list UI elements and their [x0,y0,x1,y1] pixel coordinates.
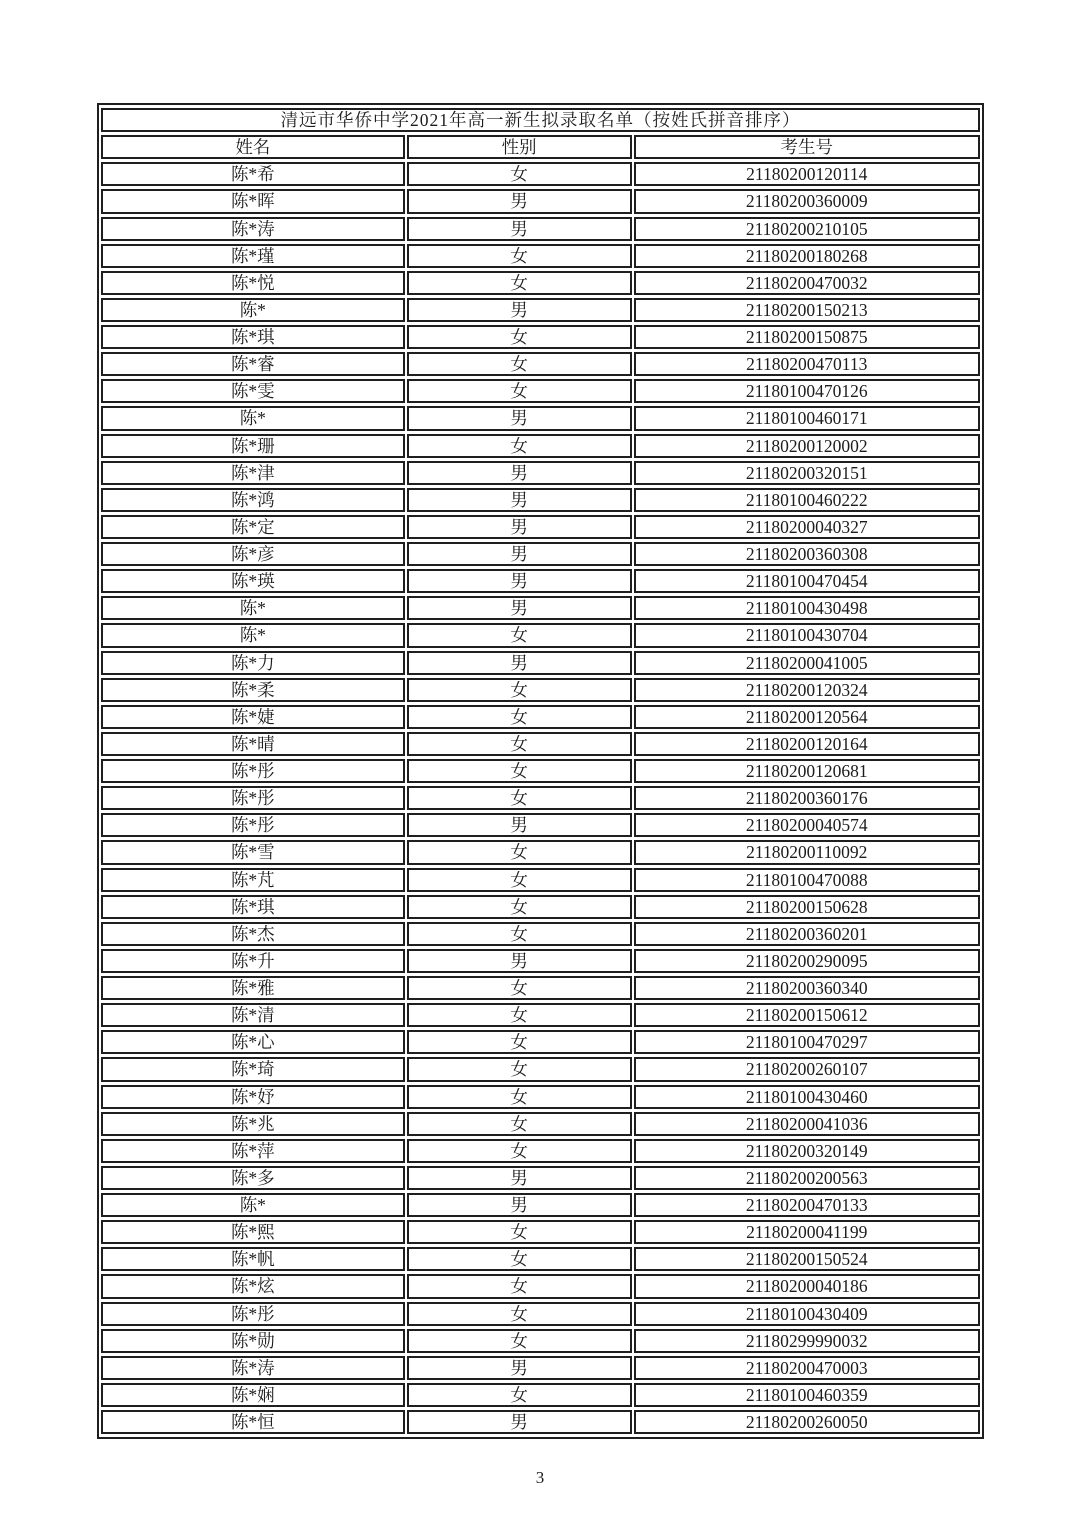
cell-candidate-number: 21180100430704 [634,623,981,647]
table-row [101,651,980,675]
cell-gender: 女 [407,352,632,376]
cell-candidate-number: 21180200290095 [634,949,981,973]
cell-name: 陈*琪 [101,895,405,919]
cell-candidate-number: 21180200470032 [634,271,981,295]
table-row [101,1166,980,1190]
table-row [101,1030,980,1054]
cell-candidate-number: 21180200320151 [634,461,981,485]
table-row [101,542,980,566]
cell-candidate-number: 21180200150628 [634,895,981,919]
cell-candidate-number: 21180200200563 [634,1166,981,1190]
table-row [101,1410,980,1434]
cell-gender: 男 [407,217,632,241]
table-row [101,1139,980,1163]
cell-candidate-number: 21180200360308 [634,542,981,566]
table-row [101,406,980,430]
table-row [101,1329,980,1353]
table-row [101,1193,980,1217]
table-row [101,1302,980,1326]
cell-gender: 男 [407,1356,632,1380]
cell-gender: 女 [407,1383,632,1407]
cell-name: 陈*琪 [101,325,405,349]
cell-candidate-number: 21180200120002 [634,434,981,458]
table-row [101,786,980,810]
cell-name: 陈*力 [101,651,405,675]
cell-gender: 女 [407,705,632,729]
table-row [101,732,980,756]
cell-candidate-number: 21180200360201 [634,922,981,946]
cell-candidate-number: 21180200360009 [634,189,981,213]
column-header-gender: 性别 [407,135,632,159]
cell-gender: 男 [407,596,632,620]
cell-gender: 男 [407,1410,632,1434]
cell-name: 陈*彦 [101,542,405,566]
table-row [101,922,980,946]
cell-gender: 女 [407,895,632,919]
cell-candidate-number: 21180299990032 [634,1329,981,1353]
cell-name: 陈*芃 [101,868,405,892]
table-row [101,1247,980,1271]
cell-name: 陈*兆 [101,1112,405,1136]
cell-name: 陈*睿 [101,352,405,376]
cell-gender: 女 [407,840,632,864]
cell-candidate-number: 21180200260050 [634,1410,981,1434]
table-body [101,162,980,1434]
cell-name: 陈*珊 [101,434,405,458]
cell-gender: 男 [407,515,632,539]
table-row [101,623,980,647]
cell-name: 陈*勋 [101,1329,405,1353]
cell-name: 陈*晴 [101,732,405,756]
cell-name: 陈*萍 [101,1139,405,1163]
cell-gender: 男 [407,1193,632,1217]
cell-gender: 男 [407,406,632,430]
cell-candidate-number: 21180200041036 [634,1112,981,1136]
cell-name: 陈* [101,298,405,322]
table-row [101,325,980,349]
cell-gender: 男 [407,569,632,593]
cell-gender: 女 [407,1274,632,1298]
cell-name: 陈*妤 [101,1085,405,1109]
cell-candidate-number: 21180200110092 [634,840,981,864]
cell-candidate-number: 21180200360340 [634,976,981,1000]
cell-name: 陈*彤 [101,1302,405,1326]
cell-candidate-number: 21180100430498 [634,596,981,620]
table-title: 清远市华侨中学2021年高一新生拟录取名单（按姓氏拼音排序） [101,108,980,132]
cell-gender: 男 [407,813,632,837]
cell-gender: 女 [407,1139,632,1163]
cell-name: 陈*婕 [101,705,405,729]
cell-name: 陈*希 [101,162,405,186]
cell-candidate-number: 21180200120164 [634,732,981,756]
cell-gender: 男 [407,461,632,485]
cell-candidate-number: 21180200120324 [634,678,981,702]
table-row [101,949,980,973]
cell-name: 陈*津 [101,461,405,485]
cell-gender: 女 [407,1057,632,1081]
cell-name: 陈*涛 [101,217,405,241]
cell-gender: 女 [407,379,632,403]
cell-gender: 女 [407,1220,632,1244]
table-row [101,1383,980,1407]
cell-gender: 男 [407,189,632,213]
cell-gender: 女 [407,1247,632,1271]
cell-candidate-number: 21180200120681 [634,759,981,783]
column-header-name: 姓名 [101,135,405,159]
cell-candidate-number: 21180100430409 [634,1302,981,1326]
cell-name: 陈*雯 [101,379,405,403]
table-row [101,569,980,593]
cell-candidate-number: 21180200041005 [634,651,981,675]
cell-name: 陈*彤 [101,759,405,783]
cell-gender: 女 [407,434,632,458]
cell-candidate-number: 21180100460171 [634,406,981,430]
cell-name: 陈*彤 [101,813,405,837]
table-row [101,1085,980,1109]
table-row [101,895,980,919]
table-row [101,1274,980,1298]
cell-name: 陈*鸿 [101,488,405,512]
cell-gender: 男 [407,1166,632,1190]
cell-candidate-number: 21180100470454 [634,569,981,593]
table-row [101,298,980,322]
cell-name: 陈*瑾 [101,244,405,268]
cell-candidate-number: 21180200470003 [634,1356,981,1380]
cell-candidate-number: 21180200150524 [634,1247,981,1271]
cell-name: 陈*琦 [101,1057,405,1081]
cell-name: 陈*熙 [101,1220,405,1244]
table-row [101,1112,980,1136]
cell-gender: 女 [407,922,632,946]
cell-gender: 男 [407,949,632,973]
cell-name: 陈*雪 [101,840,405,864]
table-row [101,678,980,702]
page-number: 3 [535,1468,545,1487]
cell-name: 陈*娴 [101,1383,405,1407]
cell-candidate-number: 21180200210105 [634,217,981,241]
table-row [101,1003,980,1027]
cell-gender: 女 [407,1112,632,1136]
table-row [101,1057,980,1081]
cell-name: 陈*多 [101,1166,405,1190]
table-row [101,759,980,783]
cell-gender: 女 [407,976,632,1000]
cell-name: 陈* [101,406,405,430]
cell-candidate-number: 21180200360176 [634,786,981,810]
table-row [101,596,980,620]
table-row [101,515,980,539]
title-row [101,108,980,132]
cell-name: 陈*涛 [101,1356,405,1380]
cell-gender: 女 [407,1030,632,1054]
cell-name: 陈*帆 [101,1247,405,1271]
column-header-candidate-number: 考生号 [634,135,981,159]
cell-candidate-number: 21180200041199 [634,1220,981,1244]
table-row [101,217,980,241]
cell-candidate-number: 21180100460222 [634,488,981,512]
table-row [101,434,980,458]
cell-name: 陈* [101,596,405,620]
cell-gender: 女 [407,1302,632,1326]
cell-candidate-number: 21180200040574 [634,813,981,837]
table-row [101,1220,980,1244]
cell-name: 陈*心 [101,1030,405,1054]
table-row [101,461,980,485]
cell-candidate-number: 21180200040327 [634,515,981,539]
cell-name: 陈* [101,623,405,647]
cell-candidate-number: 21180200150875 [634,325,981,349]
cell-name: 陈*杰 [101,922,405,946]
cell-name: 陈*升 [101,949,405,973]
cell-name: 陈*恒 [101,1410,405,1434]
cell-name: 陈*柔 [101,678,405,702]
cell-gender: 男 [407,488,632,512]
cell-name: 陈*悦 [101,271,405,295]
admission-table [97,103,984,1439]
cell-candidate-number: 21180200180268 [634,244,981,268]
cell-name: 陈*晖 [101,189,405,213]
cell-name: 陈* [101,1193,405,1217]
table-row [101,705,980,729]
cell-gender: 女 [407,759,632,783]
cell-gender: 女 [407,244,632,268]
table-row [101,1356,980,1380]
cell-gender: 女 [407,623,632,647]
cell-gender: 女 [407,1329,632,1353]
cell-name: 陈*定 [101,515,405,539]
cell-gender: 男 [407,651,632,675]
table-row [101,840,980,864]
cell-gender: 男 [407,298,632,322]
cell-candidate-number: 21180200120564 [634,705,981,729]
cell-candidate-number: 21180200470133 [634,1193,981,1217]
cell-candidate-number: 21180200150612 [634,1003,981,1027]
cell-candidate-number: 21180100470297 [634,1030,981,1054]
cell-gender: 女 [407,1003,632,1027]
cell-gender: 女 [407,678,632,702]
table-row [101,162,980,186]
cell-gender: 女 [407,162,632,186]
cell-name: 陈*瑛 [101,569,405,593]
table-row [101,244,980,268]
cell-candidate-number: 21180200150213 [634,298,981,322]
cell-name: 陈*彤 [101,786,405,810]
cell-gender: 女 [407,325,632,349]
cell-candidate-number: 21180100470126 [634,379,981,403]
header-row [101,135,980,159]
cell-candidate-number: 21180200260107 [634,1057,981,1081]
cell-candidate-number: 21180100460359 [634,1383,981,1407]
table-row [101,379,980,403]
cell-candidate-number: 21180200320149 [634,1139,981,1163]
cell-name: 陈*炫 [101,1274,405,1298]
cell-name: 陈*雅 [101,976,405,1000]
cell-name: 陈*清 [101,1003,405,1027]
cell-candidate-number: 21180100430460 [634,1085,981,1109]
table-row [101,813,980,837]
table-row [101,488,980,512]
cell-gender: 女 [407,786,632,810]
cell-gender: 男 [407,542,632,566]
cell-candidate-number: 21180200470113 [634,352,981,376]
cell-gender: 女 [407,271,632,295]
table-row [101,189,980,213]
cell-candidate-number: 21180100470088 [634,868,981,892]
table-row [101,868,980,892]
cell-candidate-number: 21180200120114 [634,162,981,186]
cell-gender: 女 [407,1085,632,1109]
cell-gender: 女 [407,732,632,756]
cell-gender: 女 [407,868,632,892]
cell-candidate-number: 21180200040186 [634,1274,981,1298]
table-row [101,976,980,1000]
table-row [101,271,980,295]
table-row [101,352,980,376]
